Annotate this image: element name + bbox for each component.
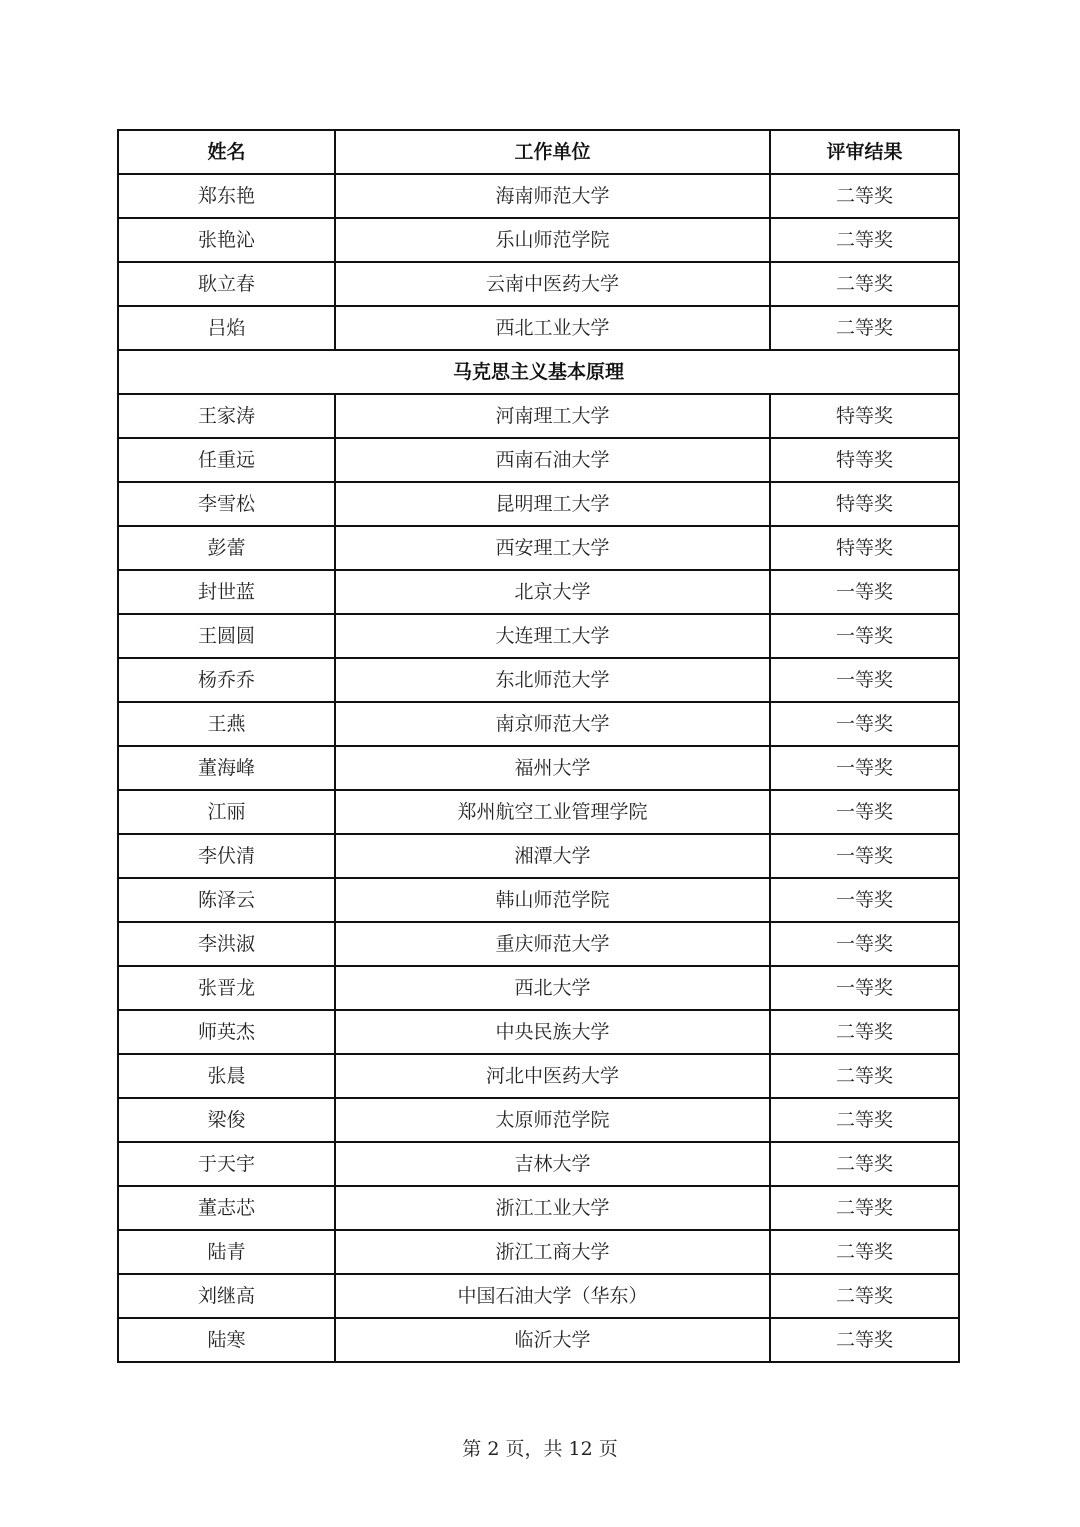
cell-result: 二等奖 — [770, 1054, 959, 1098]
cell-unit: 海南师范大学 — [335, 174, 770, 218]
cell-name: 王燕 — [118, 702, 335, 746]
cell-result: 一等奖 — [770, 746, 959, 790]
cell-name: 耿立春 — [118, 262, 335, 306]
cell-unit: 乐山师范学院 — [335, 218, 770, 262]
cell-name: 江丽 — [118, 790, 335, 834]
table-row — [118, 1186, 959, 1230]
cell-result: 特等奖 — [770, 394, 959, 438]
cell-unit: 昆明理工大学 — [335, 482, 770, 526]
cell-result: 一等奖 — [770, 658, 959, 702]
header-name: 姓名 — [118, 130, 335, 174]
table-row — [118, 966, 959, 1010]
cell-result: 二等奖 — [770, 262, 959, 306]
table-row — [118, 1054, 959, 1098]
cell-unit: 云南中医药大学 — [335, 262, 770, 306]
cell-name: 王家涛 — [118, 394, 335, 438]
cell-name: 任重远 — [118, 438, 335, 482]
table-row — [118, 218, 959, 262]
cell-unit: 福州大学 — [335, 746, 770, 790]
cell-unit: 西北工业大学 — [335, 306, 770, 350]
cell-unit: 河南理工大学 — [335, 394, 770, 438]
cell-name: 梁俊 — [118, 1098, 335, 1142]
cell-result: 特等奖 — [770, 482, 959, 526]
cell-name: 董海峰 — [118, 746, 335, 790]
cell-unit: 湘潭大学 — [335, 834, 770, 878]
cell-name: 张艳沁 — [118, 218, 335, 262]
cell-name: 张晋龙 — [118, 966, 335, 1010]
cell-name: 陆青 — [118, 1230, 335, 1274]
cell-name: 师英杰 — [118, 1010, 335, 1054]
table-row — [118, 790, 959, 834]
cell-name: 吕焰 — [118, 306, 335, 350]
cell-result: 一等奖 — [770, 570, 959, 614]
cell-name: 李雪松 — [118, 482, 335, 526]
cell-unit: 南京师范大学 — [335, 702, 770, 746]
cell-unit: 浙江工业大学 — [335, 1186, 770, 1230]
table-row — [118, 922, 959, 966]
cell-result: 二等奖 — [770, 1230, 959, 1274]
table-row — [118, 1230, 959, 1274]
cell-result: 特等奖 — [770, 438, 959, 482]
cell-unit: 郑州航空工业管理学院 — [335, 790, 770, 834]
table-row — [118, 526, 959, 570]
cell-result: 二等奖 — [770, 1142, 959, 1186]
table-row — [118, 1010, 959, 1054]
cell-result: 一等奖 — [770, 834, 959, 878]
table-row — [118, 614, 959, 658]
cell-unit: 重庆师范大学 — [335, 922, 770, 966]
cell-unit: 西南石油大学 — [335, 438, 770, 482]
section-row — [118, 350, 959, 394]
cell-result: 一等奖 — [770, 966, 959, 1010]
cell-unit: 太原师范学院 — [335, 1098, 770, 1142]
cell-name: 陈泽云 — [118, 878, 335, 922]
cell-name: 彭蕾 — [118, 526, 335, 570]
table-row — [118, 174, 959, 218]
cell-result: 二等奖 — [770, 1010, 959, 1054]
table-row — [118, 702, 959, 746]
cell-name: 李伏清 — [118, 834, 335, 878]
cell-result: 二等奖 — [770, 1274, 959, 1318]
table-row — [118, 482, 959, 526]
cell-result: 一等奖 — [770, 790, 959, 834]
cell-name: 封世蓝 — [118, 570, 335, 614]
cell-result: 一等奖 — [770, 614, 959, 658]
table-row — [118, 438, 959, 482]
page-number: 第 2 页，共 12 页 — [462, 1438, 618, 1460]
cell-unit: 中央民族大学 — [335, 1010, 770, 1054]
cell-unit: 中国石油大学（华东） — [335, 1274, 770, 1318]
cell-name: 李洪淑 — [118, 922, 335, 966]
awards-table — [117, 129, 960, 1363]
section-title: 马克思主义基本原理 — [118, 350, 959, 394]
cell-unit: 吉林大学 — [335, 1142, 770, 1186]
table-row — [118, 262, 959, 306]
table-row — [118, 1318, 959, 1362]
cell-unit: 西安理工大学 — [335, 526, 770, 570]
table-row — [118, 658, 959, 702]
cell-result: 二等奖 — [770, 1098, 959, 1142]
cell-unit: 河北中医药大学 — [335, 1054, 770, 1098]
cell-unit: 大连理工大学 — [335, 614, 770, 658]
table-row — [118, 1098, 959, 1142]
cell-result: 二等奖 — [770, 306, 959, 350]
table-row — [118, 1274, 959, 1318]
table-row — [118, 746, 959, 790]
cell-name: 王圆圆 — [118, 614, 335, 658]
table-row — [118, 570, 959, 614]
table-body — [118, 174, 959, 1362]
table-row — [118, 394, 959, 438]
table-row — [118, 306, 959, 350]
cell-result: 二等奖 — [770, 174, 959, 218]
header-unit: 工作单位 — [335, 130, 770, 174]
cell-unit: 浙江工商大学 — [335, 1230, 770, 1274]
cell-unit: 临沂大学 — [335, 1318, 770, 1362]
cell-name: 刘继高 — [118, 1274, 335, 1318]
table-header-row — [118, 130, 959, 174]
cell-result: 二等奖 — [770, 218, 959, 262]
cell-result: 一等奖 — [770, 922, 959, 966]
cell-name: 杨乔乔 — [118, 658, 335, 702]
cell-name: 董志芯 — [118, 1186, 335, 1230]
cell-result: 二等奖 — [770, 1186, 959, 1230]
cell-result: 一等奖 — [770, 702, 959, 746]
table-row — [118, 834, 959, 878]
cell-unit: 东北师范大学 — [335, 658, 770, 702]
cell-result: 特等奖 — [770, 526, 959, 570]
table-row — [118, 1142, 959, 1186]
cell-result: 二等奖 — [770, 1318, 959, 1362]
cell-name: 郑东艳 — [118, 174, 335, 218]
cell-name: 张晨 — [118, 1054, 335, 1098]
table-row — [118, 878, 959, 922]
cell-name: 于天宇 — [118, 1142, 335, 1186]
cell-unit: 北京大学 — [335, 570, 770, 614]
cell-name: 陆寒 — [118, 1318, 335, 1362]
cell-result: 一等奖 — [770, 878, 959, 922]
cell-unit: 韩山师范学院 — [335, 878, 770, 922]
header-result: 评审结果 — [770, 130, 959, 174]
cell-unit: 西北大学 — [335, 966, 770, 1010]
